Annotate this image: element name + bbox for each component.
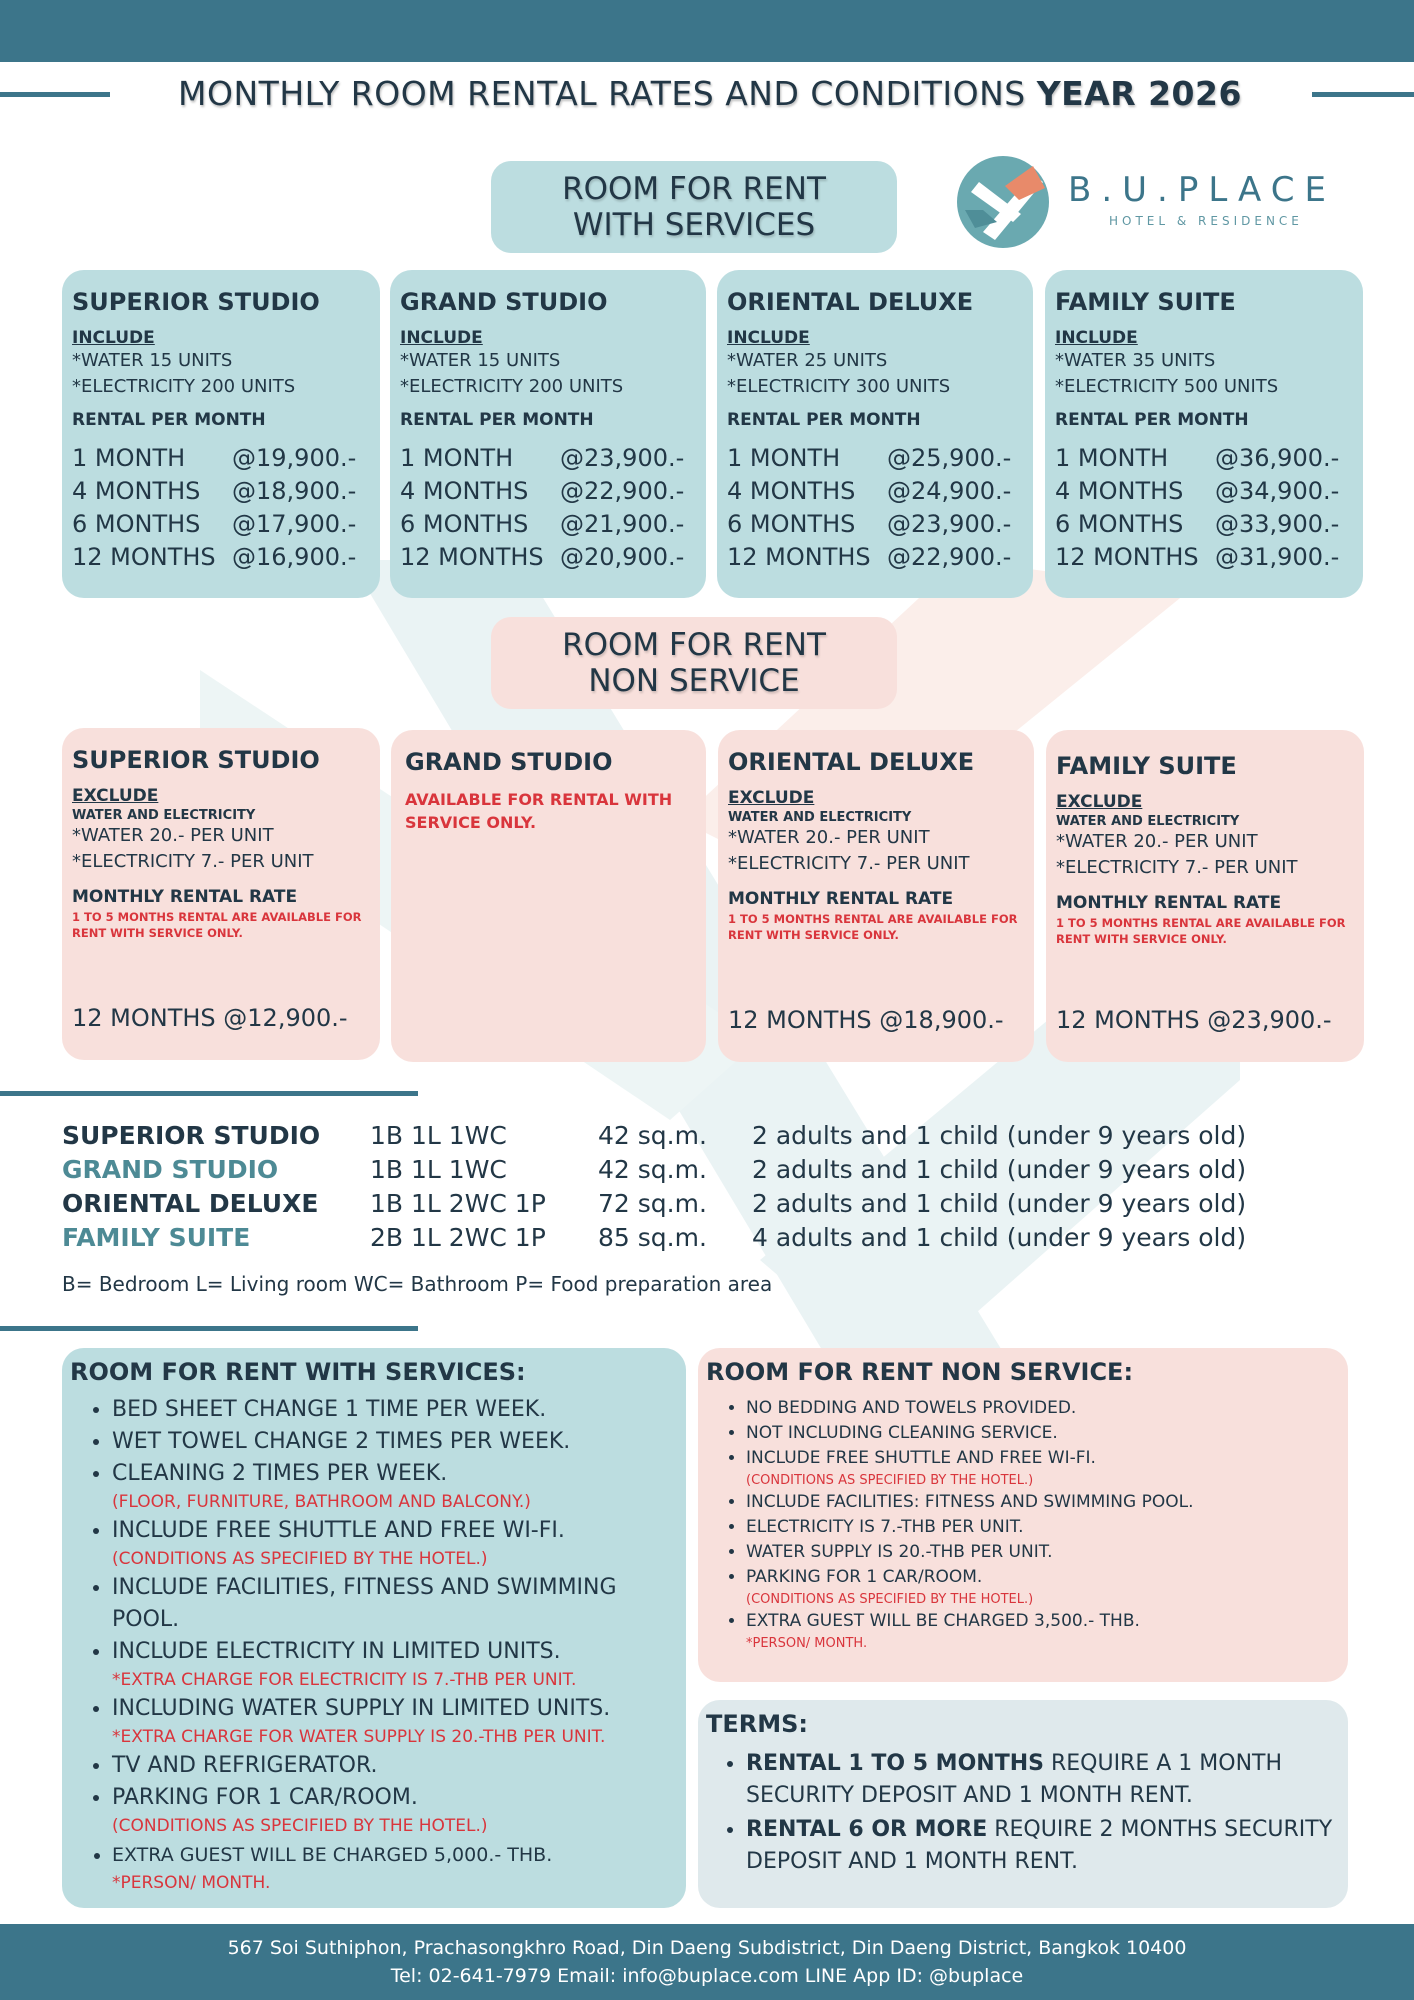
list-item: [112, 1636, 678, 1693]
rate-note: 1 TO 5 MONTHS RENTAL ARE AVAILABLE FOR RENT WITH SERVICE ONLY.: [1056, 916, 1346, 946]
rate-row: [727, 541, 1023, 574]
price-12-months: 12 MONTHS @12,900.-: [72, 1004, 348, 1032]
rate-row: [1055, 508, 1353, 541]
rate-period: 6 MONTHS: [727, 510, 856, 538]
rate-row: [727, 442, 1023, 475]
term-text: REQUIRE A 1 MONTH SECURITY DEPOSIT AND 1 MONTH RENT.: [746, 1751, 1283, 1808]
rent-label: RENTAL PER MONTH: [72, 410, 266, 430]
item-text: WATER SUPPLY IS 20.-THB PER UNIT.: [746, 1542, 1053, 1562]
item-note: (CONDITIONS AS SPECIFIED BY THE HOTEL.): [112, 1549, 488, 1569]
include-label: INCLUDE: [72, 328, 155, 348]
box-title: ROOM FOR RENT WITH SERVICES:: [70, 1358, 526, 1386]
top-banner: [0, 0, 1414, 62]
item-text: BED SHEET CHANGE 1 TIME PER WEEK.: [112, 1397, 547, 1422]
rate-row: [400, 475, 696, 508]
item-text: ELECTRICITY IS 7.-THB PER UNIT.: [746, 1517, 1024, 1537]
include-label: INCLUDE: [727, 328, 810, 348]
card-title: FAMILY SUITE: [1056, 752, 1237, 780]
list-item: [746, 1396, 1340, 1421]
exclude-label: EXCLUDE: [1056, 792, 1143, 812]
rate-row: [1055, 541, 1353, 574]
item-note: *PERSON/ MONTH.: [746, 1636, 868, 1651]
list-item: [112, 1693, 678, 1750]
card-title: ORIENTAL DELUXE: [727, 288, 974, 316]
water-units: *WATER 15 UNITS: [72, 350, 233, 371]
page-title-main: MONTHLY ROOM RENTAL RATES AND CONDITIONS: [178, 74, 1026, 113]
room-name: ORIENTAL DELUXE: [62, 1188, 319, 1218]
water-units: *WATER 35 UNITS: [1055, 350, 1216, 371]
price-12-months: 12 MONTHS @18,900.-: [728, 1006, 1004, 1034]
room-config: 2B 1L 2WC 1P: [370, 1222, 546, 1252]
with-services-heading: [491, 161, 897, 253]
card-superior-studio-service: [62, 270, 380, 598]
item-text: NO BEDDING AND TOWELS PROVIDED.: [746, 1398, 1077, 1418]
item-text: CLEANING 2 TIMES PER WEEK.: [112, 1461, 448, 1486]
card-family-suite-service: [1045, 270, 1363, 598]
rate-price: @31,900.-: [1215, 543, 1340, 571]
item-text: INCLUDING WATER SUPPLY IN LIMITED UNITS.: [112, 1696, 611, 1721]
water-rate: *WATER 20.- PER UNIT: [728, 827, 930, 848]
page-title-year: YEAR 2026: [1036, 74, 1242, 113]
table-row: [62, 1118, 1402, 1152]
item-text: TV AND REFRIGERATOR.: [112, 1753, 378, 1778]
non-service-list: [706, 1396, 1340, 1653]
room-name: SUPERIOR STUDIO: [62, 1120, 321, 1150]
rate-price: @16,900.-: [232, 543, 357, 571]
list-item: [112, 1750, 678, 1782]
list-item: [746, 1421, 1340, 1446]
rate-list: [727, 442, 1023, 574]
rate-period: 12 MONTHS: [1055, 543, 1199, 571]
item-text: INCLUDE FREE SHUTTLE AND FREE WI-FI.: [112, 1518, 565, 1543]
rate-row: [72, 541, 370, 574]
rent-label: RENTAL PER MONTH: [400, 410, 594, 430]
non-service-heading-line1: ROOM FOR RENT: [562, 627, 826, 663]
logo-name: B.U.PLACE: [1068, 170, 1336, 210]
item-note: (CONDITIONS AS SPECIFIED BY THE HOTEL.): [746, 1473, 1034, 1488]
page-title-row: [0, 72, 1414, 118]
rate-period: 4 MONTHS: [727, 477, 856, 505]
room-size: 42 sq.m.: [598, 1120, 707, 1150]
list-item: [112, 1426, 678, 1458]
room-occupancy: 4 adults and 1 child (under 9 years old): [752, 1222, 1247, 1252]
card-title: SUPERIOR STUDIO: [72, 288, 320, 316]
room-config: 1B 1L 1WC: [370, 1154, 507, 1184]
rate-price: @21,900.-: [560, 510, 685, 538]
rate-period: 4 MONTHS: [400, 477, 529, 505]
rate-row: [1055, 442, 1353, 475]
list-item: [112, 1782, 678, 1839]
buplace-logo: [953, 152, 1353, 252]
item-note: (CONDITIONS AS SPECIFIED BY THE HOTEL.): [746, 1592, 1034, 1607]
item-text: INCLUDE FACILITIES: FITNESS AND SWIMMING POOL.: [746, 1492, 1194, 1512]
rate-row: [72, 475, 370, 508]
logo-subtitle: HOTEL & RESIDENCE: [1109, 214, 1303, 228]
water-units: *WATER 15 UNITS: [400, 350, 561, 371]
rate-period: 4 MONTHS: [1055, 477, 1184, 505]
section-divider: [0, 1091, 418, 1096]
with-services-box: [62, 1348, 686, 1908]
card-superior-studio-nonservice: [62, 728, 380, 1060]
card-title: SUPERIOR STUDIO: [72, 746, 320, 774]
electricity-rate: *ELECTRICITY 7.- PER UNIT: [728, 853, 970, 874]
electricity-rate: *ELECTRICITY 7.- PER UNIT: [1056, 857, 1298, 878]
card-grand-studio-service: [390, 270, 706, 598]
item-note: *PERSON/ MONTH.: [112, 1873, 271, 1893]
rate-list: [400, 442, 696, 574]
item-note: *EXTRA CHARGE FOR WATER SUPPLY IS 20.-THB PER UNIT.: [112, 1727, 606, 1747]
include-label: INCLUDE: [1055, 328, 1138, 348]
term-bold: RENTAL 1 TO 5 MONTHS: [746, 1751, 1044, 1776]
rate-price: @23,900.-: [560, 444, 685, 472]
item-text: INCLUDE FACILITIES, FITNESS AND SWIMMING POOL.: [112, 1575, 617, 1632]
list-item: [112, 1515, 678, 1572]
service-only-note: AVAILABLE FOR RENTAL WITH SERVICE ONLY.: [405, 790, 673, 832]
page-title: [130, 74, 1290, 113]
rate-row: [400, 442, 696, 475]
rate-price: @25,900.-: [887, 444, 1012, 472]
table-row: [62, 1220, 1402, 1254]
rate-period: 12 MONTHS: [400, 543, 544, 571]
card-title: GRAND STUDIO: [405, 748, 613, 776]
electricity-units: *ELECTRICITY 500 UNITS: [1055, 376, 1279, 397]
rate-period: 1 MONTH: [727, 444, 841, 472]
list-item: [746, 1515, 1340, 1540]
footer: [0, 1924, 1414, 2000]
exclude-sub: WATER AND ELECTRICITY: [728, 810, 912, 825]
card-grand-studio-nonservice: [391, 730, 706, 1062]
electricity-units: *ELECTRICITY 200 UNITS: [72, 376, 296, 397]
list-item: [112, 1839, 678, 1896]
monthly-rate-label: MONTHLY RENTAL RATE: [728, 889, 954, 909]
rate-period: 6 MONTHS: [72, 510, 201, 538]
rate-period: 1 MONTH: [1055, 444, 1169, 472]
rate-row: [72, 508, 370, 541]
terms-list: [706, 1748, 1340, 1878]
card-oriental-deluxe-nonservice: [718, 730, 1034, 1062]
list-item: [746, 1540, 1340, 1565]
rate-price: @18,900.-: [232, 477, 357, 505]
rate-row: [727, 475, 1023, 508]
with-services-heading-line1: ROOM FOR RENT: [562, 171, 826, 207]
electricity-rate: *ELECTRICITY 7.- PER UNIT: [72, 851, 314, 872]
title-rule-left: [0, 92, 110, 97]
rate-row: [727, 508, 1023, 541]
item-text: INCLUDE FREE SHUTTLE AND FREE WI-FI.: [746, 1448, 1096, 1468]
rate-period: 6 MONTHS: [1055, 510, 1184, 538]
rate-period: 1 MONTH: [72, 444, 186, 472]
exclude-sub: WATER AND ELECTRICITY: [72, 808, 256, 823]
room-name: GRAND STUDIO: [62, 1154, 279, 1184]
rate-list: [72, 442, 370, 574]
item-text: EXTRA GUEST WILL BE CHARGED 5,000.- THB.: [112, 1844, 553, 1866]
room-config: 1B 1L 2WC 1P: [370, 1188, 546, 1218]
card-title: FAMILY SUITE: [1055, 288, 1236, 316]
monthly-rate-label: MONTHLY RENTAL RATE: [72, 887, 298, 907]
electricity-units: *ELECTRICITY 200 UNITS: [400, 376, 624, 397]
rate-period: 12 MONTHS: [72, 543, 216, 571]
rate-price: @22,900.-: [887, 543, 1012, 571]
services-list: [70, 1394, 678, 1896]
rate-row: [400, 508, 696, 541]
rate-price: @17,900.-: [232, 510, 357, 538]
with-services-heading-line2: WITH SERVICES: [572, 207, 816, 243]
rate-list: [1055, 442, 1353, 574]
item-note: *EXTRA CHARGE FOR ELECTRICITY IS 7.-THB PER UNIT.: [112, 1670, 577, 1690]
rate-note: 1 TO 5 MONTHS RENTAL ARE AVAILABLE FOR RENT WITH SERVICE ONLY.: [72, 910, 362, 940]
card-title: GRAND STUDIO: [400, 288, 608, 316]
room-occupancy: 2 adults and 1 child (under 9 years old): [752, 1154, 1247, 1184]
item-text: EXTRA GUEST WILL BE CHARGED 3,500.- THB.: [746, 1611, 1140, 1631]
rate-price: @33,900.-: [1215, 510, 1340, 538]
include-label: INCLUDE: [400, 328, 483, 348]
rate-row: [1055, 475, 1353, 508]
room-size: 72 sq.m.: [598, 1188, 707, 1218]
list-item: [746, 1609, 1340, 1653]
electricity-units: *ELECTRICITY 300 UNITS: [727, 376, 951, 397]
room-size: 85 sq.m.: [598, 1222, 707, 1252]
list-item: [746, 1748, 1340, 1812]
non-service-box: [698, 1348, 1348, 1682]
price-12-months: 12 MONTHS @23,900.-: [1056, 1006, 1332, 1034]
room-config: 1B 1L 1WC: [370, 1120, 507, 1150]
room-occupancy: 2 adults and 1 child (under 9 years old): [752, 1188, 1247, 1218]
rate-price: @20,900.-: [560, 543, 685, 571]
rate-price: @34,900.-: [1215, 477, 1340, 505]
section-divider: [0, 1326, 418, 1331]
logo-mark-icon: [953, 152, 1053, 252]
title-rule-right: [1312, 92, 1414, 97]
exclude-sub: WATER AND ELECTRICITY: [1056, 814, 1240, 829]
rent-label: RENTAL PER MONTH: [727, 410, 921, 430]
rate-row: [72, 442, 370, 475]
terms-box: [698, 1700, 1348, 1908]
room-name: FAMILY SUITE: [62, 1222, 251, 1252]
list-item: [746, 1565, 1340, 1609]
list-item: [746, 1446, 1340, 1490]
non-service-heading-line2: NON SERVICE: [588, 663, 800, 699]
list-item: [746, 1814, 1340, 1878]
table-row: [62, 1152, 1402, 1186]
list-item: [112, 1572, 678, 1636]
rate-price: @23,900.-: [887, 510, 1012, 538]
footer-contact: Tel: 02-641-7979 Email: info@buplace.com LINE App ID: @buplace: [390, 1965, 1024, 1987]
list-item: [112, 1394, 678, 1426]
item-text: WET TOWEL CHANGE 2 TIMES PER WEEK.: [112, 1429, 571, 1454]
list-item: [112, 1458, 678, 1515]
item-note: (CONDITIONS AS SPECIFIED BY THE HOTEL.): [112, 1816, 488, 1836]
term-bold: RENTAL 6 OR MORE: [746, 1817, 988, 1842]
exclude-label: EXCLUDE: [72, 786, 159, 806]
list-item: [746, 1490, 1340, 1515]
room-spec-table: [62, 1118, 1402, 1254]
rate-price: @24,900.-: [887, 477, 1012, 505]
item-text: PARKING FOR 1 CAR/ROOM.: [746, 1567, 983, 1587]
rate-note: 1 TO 5 MONTHS RENTAL ARE AVAILABLE FOR RENT WITH SERVICE ONLY.: [728, 912, 1018, 942]
exclude-label: EXCLUDE: [728, 788, 815, 808]
footer-address: 567 Soi Suthiphon, Prachasongkhro Road, Din Daeng Subdistrict, Din Daeng District, Bangkok 10400: [227, 1937, 1187, 1959]
box-title: TERMS:: [706, 1710, 809, 1738]
rate-period: 12 MONTHS: [727, 543, 871, 571]
rate-price: @22,900.-: [560, 477, 685, 505]
rate-period: 1 MONTH: [400, 444, 514, 472]
water-rate: *WATER 20.- PER UNIT: [1056, 831, 1258, 852]
water-rate: *WATER 20.- PER UNIT: [72, 825, 274, 846]
term-text: REQUIRE 2 MONTHS SECURITY DEPOSIT AND 1 MONTH RENT.: [746, 1817, 1333, 1874]
box-title: ROOM FOR RENT NON SERVICE:: [706, 1358, 1134, 1386]
rent-label: RENTAL PER MONTH: [1055, 410, 1249, 430]
item-note: (FLOOR, FURNITURE, BATHROOM AND BALCONY.): [112, 1492, 531, 1512]
rate-price: @36,900.-: [1215, 444, 1340, 472]
rate-row: [400, 541, 696, 574]
card-title: ORIENTAL DELUXE: [728, 748, 975, 776]
item-text: PARKING FOR 1 CAR/ROOM.: [112, 1785, 418, 1810]
water-units: *WATER 25 UNITS: [727, 350, 888, 371]
table-row: [62, 1186, 1402, 1220]
non-service-heading: [491, 617, 897, 709]
card-oriental-deluxe-service: [717, 270, 1033, 598]
room-size: 42 sq.m.: [598, 1154, 707, 1184]
monthly-rate-label: MONTHLY RENTAL RATE: [1056, 893, 1282, 913]
rate-price: @19,900.-: [232, 444, 357, 472]
room-occupancy: 2 adults and 1 child (under 9 years old): [752, 1120, 1247, 1150]
item-text: INCLUDE ELECTRICITY IN LIMITED UNITS.: [112, 1639, 561, 1664]
abbreviation-legend: B= Bedroom L= Living room WC= Bathroom P= Food preparation area: [62, 1272, 773, 1296]
item-text: NOT INCLUDING CLEANING SERVICE.: [746, 1423, 1058, 1443]
rate-period: 4 MONTHS: [72, 477, 201, 505]
card-family-suite-nonservice: [1046, 730, 1364, 1062]
rate-period: 6 MONTHS: [400, 510, 529, 538]
